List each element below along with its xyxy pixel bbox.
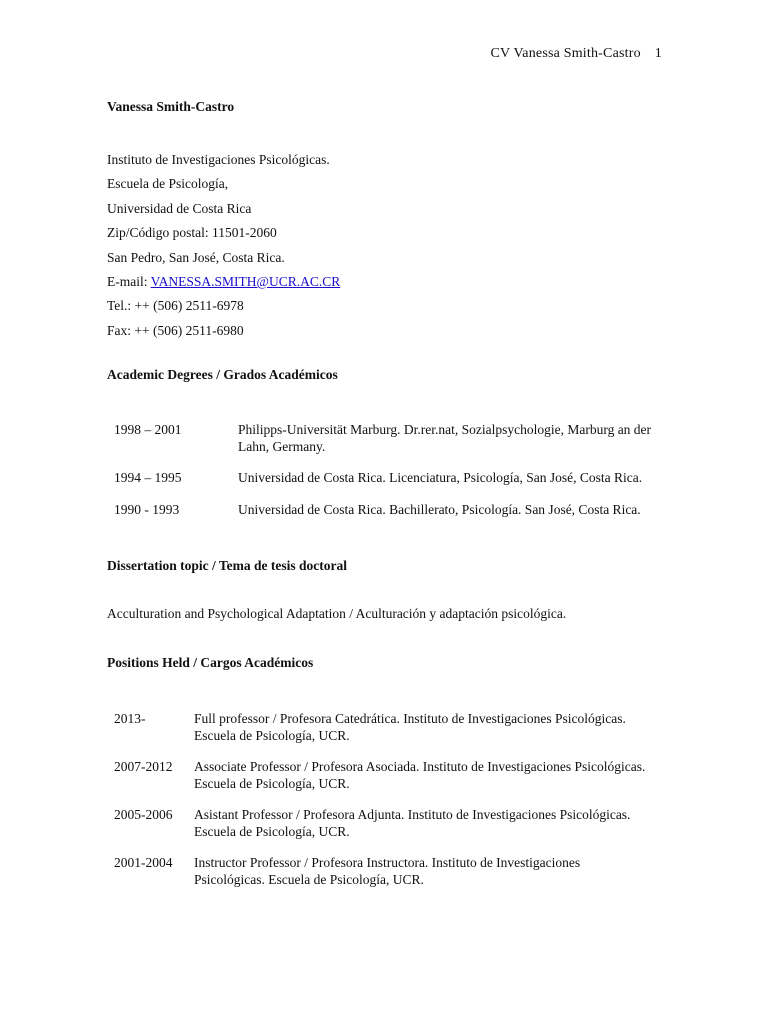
degrees-heading: Academic Degrees / Grados Académicos [107, 367, 338, 382]
page-number: 1 [654, 46, 662, 61]
degree-text: Philipps-Universität Marburg. Dr.rer.nat, Sozialpsychologie, Marburg an der Lahn, Germany. [238, 422, 652, 454]
position-years: 2001-2004 [114, 855, 173, 870]
position-years: 2005-2006 [114, 807, 173, 822]
running-title: CV Vanessa Smith-Castro [490, 46, 641, 61]
position-text: Associate Professor / Profesora Asociada. Instituto de Investigaciones Psicológicas. Escuela de Psicología, UCR. [194, 759, 646, 791]
email-label: E-mail: [107, 274, 151, 290]
city-line: San Pedro, San José, Costa Rica. [107, 249, 285, 265]
fax-line: Fax: ++ (506) 2511-6980 [107, 322, 244, 338]
position-years: 2013- [114, 711, 146, 726]
degree-years: 1998 – 2001 [114, 422, 182, 437]
university-line: Universidad de Costa Rica [107, 200, 252, 216]
running-header [490, 46, 662, 62]
institute-line: Instituto de Investigaciones Psicológicas. [107, 152, 330, 167]
position-text: Asistant Professor / Profesora Adjunta. Instituto de Investigaciones Psicológicas. Escuela de Psicología, UCR. [194, 807, 631, 839]
degree-text: Universidad de Costa Rica. Bachillerato, Psicología. San José, Costa Rica. [238, 502, 641, 517]
dissertation-heading: Dissertation topic / Tema de tesis doctoral [107, 558, 347, 573]
email-line [107, 270, 340, 294]
degree-text: Universidad de Costa Rica. Licenciatura, Psicología, San José, Costa Rica. [238, 470, 643, 485]
zip-line: Zip/Código postal: 11501-2060 [107, 225, 277, 241]
email-link[interactable]: VANESSA.SMITH@UCR.AC.CR [150, 274, 341, 290]
person-name: Vanessa Smith-Castro [107, 99, 235, 114]
position-text: Full professor / Profesora Catedrática. Instituto de Investigaciones Psicológicas. Escuela de Psicología, UCR. [194, 711, 626, 743]
position-text: Instructor Professor / Profesora Instructora. Instituto de Investigaciones Psicológicas. Escuela de Psicología, UCR. [194, 855, 581, 887]
contact-block [107, 148, 340, 343]
position-years: 2007-2012 [114, 759, 173, 774]
tel-line: Tel.: ++ (506) 2511-6978 [107, 298, 244, 314]
positions-heading: Positions Held / Cargos Académicos [107, 655, 314, 670]
dissertation-topic: Acculturation and Psychological Adaptation / Aculturación y adaptación psicológica. [107, 606, 567, 621]
degree-years: 1990 - 1993 [114, 502, 180, 517]
school-line: Escuela de Psicología, [107, 176, 229, 192]
degree-years: 1994 – 1995 [114, 470, 182, 485]
